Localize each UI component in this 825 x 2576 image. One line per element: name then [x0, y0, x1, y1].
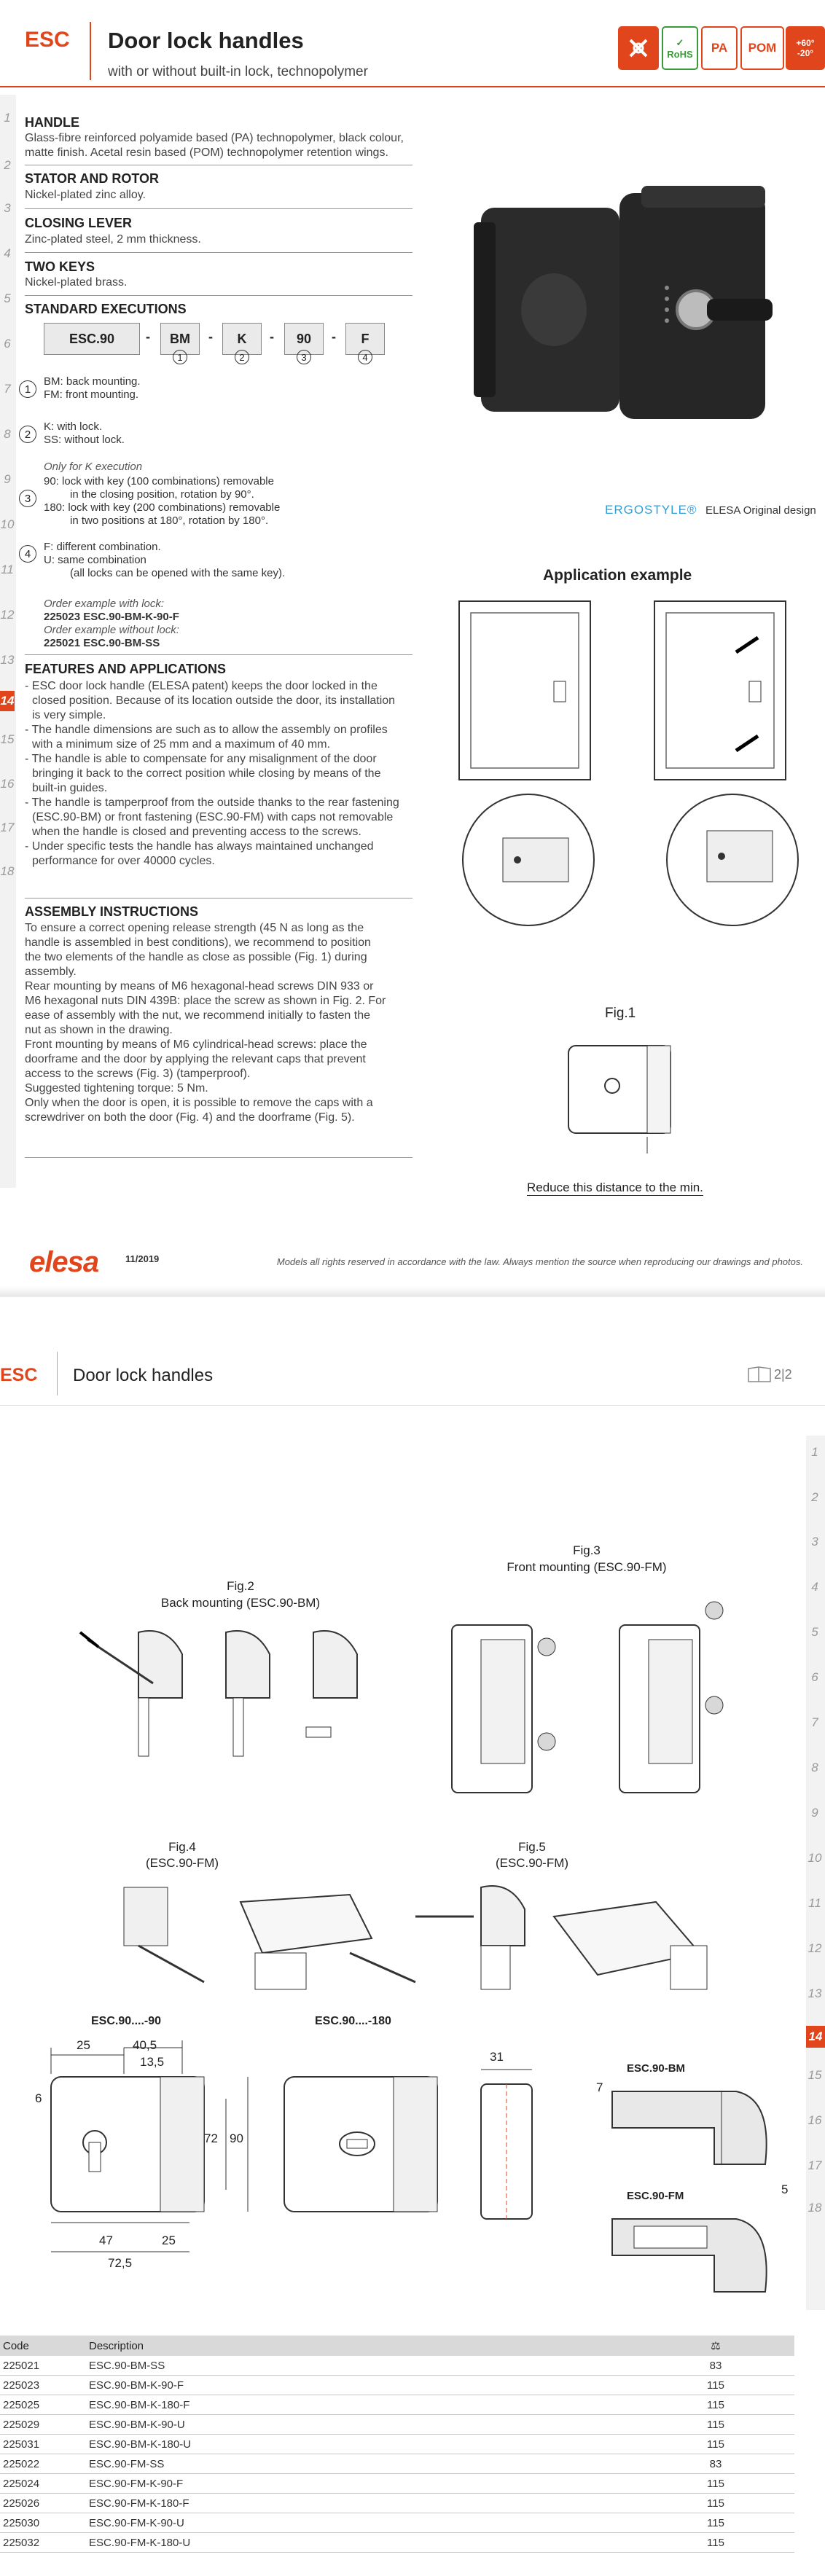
side-tab[interactable]: 3	[811, 1535, 818, 1549]
code-mounting: BM	[160, 323, 200, 355]
col-description: Description	[89, 2339, 144, 2352]
lever-heading: CLOSING LEVER	[25, 216, 133, 230]
pa-badge: PA	[701, 26, 738, 70]
elesa-logo: elesa	[29, 1246, 99, 1278]
cell-code: 225030	[3, 2516, 40, 2529]
table-row[interactable]	[0, 2376, 794, 2395]
dim-25: 25	[77, 2038, 90, 2052]
header-separator	[90, 22, 91, 80]
side-tab[interactable]: 16	[808, 2113, 822, 2127]
side-tab[interactable]: 11	[808, 1896, 821, 1910]
cell-code: 225026	[3, 2497, 40, 2510]
side-tab[interactable]: 2	[811, 1490, 818, 1504]
only-k-note: Only for K execution	[44, 461, 143, 473]
cell-description: ESC.90-BM-SS	[89, 2359, 165, 2372]
side-tab[interactable]: 11	[1, 563, 14, 576]
col-code: Code	[3, 2339, 29, 2352]
cell-description: ESC.90-BM-K-180-F	[89, 2398, 190, 2411]
divider	[25, 208, 412, 209]
side-tab-active[interactable]: 14	[0, 691, 15, 711]
side-tab[interactable]: 2	[4, 158, 11, 172]
dim-31: 31	[490, 2050, 504, 2064]
assembly-heading: ASSEMBLY INSTRUCTIONS	[25, 904, 199, 919]
fm-label: ESC.90-FM	[627, 2190, 684, 2202]
side-tab[interactable]: 9	[4, 472, 11, 486]
executions-heading: STANDARD EXECUTIONS	[25, 302, 187, 316]
fig4-caption: Fig.4	[168, 1840, 196, 1854]
assembly-line: ease of assembly with the nut, we recommend initially to fasten the	[25, 1009, 371, 1022]
side-tab[interactable]: 10	[808, 1851, 822, 1865]
assembly-line: handle is assembled in best conditions), we recommend to position	[25, 936, 371, 949]
fig3-subtitle: Front mounting (ESC.90-FM)	[507, 1560, 667, 1574]
cell-description: ESC.90-FM-K-180-U	[89, 2536, 191, 2549]
option-marker: 2	[235, 350, 249, 364]
assembly-line: To ensure a correct opening release strength (45 N as long as the	[25, 922, 364, 934]
cell-weight: 115	[707, 2379, 724, 2392]
check-icon: ✓	[676, 36, 684, 48]
side-tab[interactable]: 12	[808, 1941, 822, 1955]
temp-min: -20°	[797, 48, 814, 58]
fm-profile-drawing	[605, 2204, 780, 2299]
fig2-drawing	[58, 1618, 379, 1771]
cell-weight: 115	[707, 2418, 724, 2431]
features-line: closed position. Because of its location outside the door, its installation	[32, 694, 396, 707]
fig5-caption: Fig.5	[518, 1840, 546, 1854]
table-row[interactable]	[0, 2533, 794, 2553]
divider	[25, 654, 412, 655]
divider	[25, 295, 412, 296]
table-row[interactable]	[0, 2513, 794, 2533]
temp-max: +60°	[796, 38, 815, 48]
drawing-180	[277, 2070, 452, 2215]
cell-description: ESC.90-BM-K-90-F	[89, 2379, 184, 2392]
features-line: built-in guides.	[32, 782, 108, 794]
option-u-desc: (all locks can be opened with the same key).	[70, 567, 286, 579]
cell-weight: 115	[707, 2438, 724, 2451]
fig3-drawing	[437, 1581, 765, 1800]
no-tool-icon	[618, 26, 659, 70]
divider	[25, 252, 412, 253]
footer-copyright: Models all rights reserved in accordance with the law. Always mention the source when reproducing our drawings and photos.	[276, 1256, 803, 1267]
order-without-label: Order example without lock:	[44, 624, 179, 636]
dim-72: 72	[204, 2131, 218, 2145]
reduce-note: Reduce this distance to the min.	[527, 1181, 703, 1194]
product-table	[0, 2336, 794, 2553]
side-tab[interactable]: 3	[4, 201, 11, 215]
cell-description: ESC.90-FM-K-180-F	[89, 2497, 189, 2510]
option-f: F: different combination.	[44, 541, 161, 553]
cell-code: 225031	[3, 2438, 40, 2451]
header-rule	[0, 1405, 825, 1406]
table-header	[0, 2336, 794, 2356]
stator-text: Nickel-plated zinc alloy.	[25, 189, 146, 201]
side-tab[interactable]: 1	[4, 111, 11, 125]
option-90-desc: in the closing position, rotation by 90°.	[70, 488, 254, 501]
rohs-badge	[662, 26, 698, 70]
original-design: ELESA Original design	[705, 504, 816, 517]
option-ss: SS: without lock.	[44, 434, 125, 446]
side-tab[interactable]: 13	[0, 653, 15, 667]
temperature-badge	[786, 26, 825, 70]
keys-heading: TWO KEYS	[25, 259, 95, 274]
handle-text-1: Glass-fibre reinforced polyamide based (PA) technopolymer, black colour,	[25, 132, 404, 144]
cell-weight: 115	[707, 2398, 724, 2411]
application-drawing	[445, 594, 824, 958]
pom-badge: POM	[740, 26, 784, 70]
cell-code: 225029	[3, 2418, 40, 2431]
table-row[interactable]	[0, 2494, 794, 2513]
side-tab[interactable]: 8	[811, 1761, 818, 1774]
side-tab[interactable]: 7	[4, 382, 11, 396]
assembly-line: Front mounting by means of M6 cylindrical-head screws: place the	[25, 1038, 367, 1051]
cell-weight: 115	[707, 2516, 724, 2529]
fig2-caption: Fig.2	[227, 1579, 254, 1593]
cell-weight: 115	[707, 2536, 724, 2549]
dim-6: 6	[35, 2091, 42, 2105]
side-view-drawing	[466, 2055, 547, 2223]
fig5-subtitle: (ESC.90-FM)	[495, 1856, 569, 1870]
drawing-90-title: ESC.90....-90	[91, 2015, 162, 2027]
bm-label: ESC.90-BM	[627, 2062, 686, 2075]
code-dash: -	[270, 329, 274, 344]
features-line: performance for over 40000 cycles.	[32, 855, 215, 867]
fig3-caption: Fig.3	[573, 1543, 601, 1557]
cell-weight: 83	[709, 2359, 722, 2372]
weight-icon: ⚖	[711, 2340, 721, 2352]
side-tab[interactable]: 18	[808, 2201, 822, 2215]
divider	[25, 898, 412, 899]
assembly-line: the two elements of the handle as close as possible (Fig. 1) during	[25, 951, 367, 963]
order-with-label: Order example with lock:	[44, 598, 165, 610]
side-tab[interactable]: 5	[4, 291, 11, 305]
stator-heading: STATOR AND ROTOR	[25, 171, 159, 186]
cell-description: ESC.90-FM-SS	[89, 2457, 165, 2470]
option-bm: BM: back mounting.	[44, 375, 141, 388]
cell-code: 225021	[3, 2359, 40, 2372]
side-tab[interactable]: 10	[0, 517, 15, 531]
side-tab[interactable]: 6	[811, 1670, 818, 1684]
side-tab[interactable]: 6	[4, 337, 11, 351]
option-marker: 3	[297, 350, 311, 364]
page-subtitle: with or without built-in lock, technopolymer	[108, 64, 368, 79]
handle-heading: HANDLE	[25, 115, 79, 130]
option-fm: FM: front mounting.	[44, 388, 139, 401]
assembly-line: nut as shown in the drawing.	[25, 1024, 173, 1036]
side-index	[806, 1436, 825, 2310]
features-line: - The handle is tamperproof from the outside thanks to the rear fastening	[25, 796, 399, 809]
bm-profile-drawing	[605, 2077, 780, 2172]
fig2-subtitle: Back mounting (ESC.90-BM)	[160, 1596, 321, 1610]
page-title: Door lock handles	[73, 1366, 214, 1385]
dim-72-5: 72,5	[108, 2256, 133, 2270]
drawing-180-title: ESC.90....-180	[315, 2015, 391, 2027]
code-base: ESC.90	[44, 323, 140, 355]
cell-weight: 115	[707, 2477, 724, 2490]
order-with: 225023 ESC.90-BM-K-90-F	[44, 611, 179, 623]
fig4-drawing	[109, 1873, 430, 1997]
keys-text: Nickel-plated brass.	[25, 276, 128, 289]
application-title: Application example	[543, 567, 692, 584]
handle-text-2: matte finish. Acetal resin based (POM) technopolymer retention wings.	[25, 146, 388, 159]
features-line: - Under specific tests the handle has always maintained unchanged	[25, 840, 374, 853]
dim-5: 5	[781, 2182, 789, 2196]
side-tab[interactable]: 15	[0, 732, 15, 746]
assembly-line: doorframe and the door by applying the relevant caps that prevent	[25, 1053, 366, 1065]
option-marker: 4	[19, 545, 36, 563]
code-lock: K	[222, 323, 262, 355]
option-u: U: same combination	[44, 554, 146, 566]
cell-weight: 115	[707, 2497, 724, 2510]
dim-40-5: 40,5	[133, 2038, 157, 2052]
cell-code: 225032	[3, 2536, 40, 2549]
option-marker: 3	[19, 490, 36, 507]
cell-code: 225022	[3, 2457, 40, 2470]
option-marker: 2	[19, 426, 36, 443]
features-list	[25, 679, 418, 869]
cell-code: 225024	[3, 2477, 40, 2490]
side-tab[interactable]: 17	[0, 821, 15, 834]
table-row[interactable]	[0, 2454, 794, 2474]
page-two	[0, 1297, 825, 2576]
order-without: 225021 ESC.90-BM-SS	[44, 637, 160, 649]
assembly-line: Suggested tightening torque: 5 Nm.	[25, 1082, 208, 1095]
side-tab[interactable]: 12	[0, 608, 15, 622]
side-tab[interactable]: 9	[811, 1806, 818, 1820]
assembly-line: screwdriver on both the door (Fig. 4) and the doorframe (Fig. 5).	[25, 1111, 355, 1124]
features-line: with a minimum size of 25 mm and a maximum of 40 mm.	[32, 738, 331, 751]
dim-47: 47	[99, 2234, 113, 2247]
cell-description: ESC.90-FM-K-90-U	[89, 2516, 184, 2529]
cell-description: ESC.90-BM-K-180-U	[89, 2438, 192, 2451]
table-row[interactable]	[0, 2435, 794, 2454]
lever-text: Zinc-plated steel, 2 mm thickness.	[25, 233, 201, 246]
product-code: ESC	[25, 28, 70, 52]
divider	[25, 1157, 412, 1158]
side-tab[interactable]: 1	[811, 1445, 818, 1459]
book-icon	[747, 1366, 772, 1387]
features-line: is very simple.	[32, 709, 106, 721]
assembly-line: access to the screws (Fig. 3) (tamperproof).	[25, 1068, 251, 1080]
rohs-label: RoHS	[667, 48, 693, 60]
side-tab[interactable]: 17	[808, 2158, 822, 2172]
code-combination: F	[345, 323, 385, 355]
assembly-line: Only when the door is open, it is possible to remove the caps with a	[25, 1097, 373, 1109]
code-dash: -	[146, 329, 150, 344]
product-code: ESC	[0, 1365, 38, 1385]
assembly-line: assembly.	[25, 966, 77, 978]
side-tab[interactable]: 13	[808, 1986, 822, 2000]
cell-code: 225025	[3, 2398, 40, 2411]
fig1-drawing	[561, 1038, 692, 1155]
features-line: (ESC.90-BM) or front fastening (ESC.90-FM) with caps not removable	[32, 811, 394, 823]
option-marker: 1	[173, 350, 187, 364]
features-heading: FEATURES AND APPLICATIONS	[25, 662, 227, 676]
fig4-subtitle: (ESC.90-FM)	[145, 1856, 219, 1870]
table-row[interactable]	[0, 2356, 794, 2376]
cell-code: 225023	[3, 2379, 40, 2392]
assembly-text	[25, 921, 418, 1125]
assembly-line: M6 hexagonal nuts DIN 439B: place the screw as shown in Fig. 2. For	[25, 995, 386, 1007]
side-tab-active[interactable]: 14	[806, 2026, 825, 2048]
side-tab[interactable]: 18	[0, 864, 15, 878]
header-separator	[57, 1352, 58, 1395]
option-90: 90: lock with key (100 combinations) removable	[44, 475, 274, 488]
option-marker: 4	[358, 350, 372, 364]
option-k: K: with lock.	[44, 420, 103, 433]
side-tab[interactable]: 5	[811, 1625, 818, 1639]
features-line: - The handle dimensions are such as to allow the assembly on profiles	[25, 724, 388, 736]
features-line: bringing it back to the correct position while closing by means of the	[32, 767, 381, 780]
option-marker: 1	[19, 380, 36, 398]
table-row[interactable]	[0, 2395, 794, 2415]
side-tab[interactable]: 8	[4, 427, 11, 441]
cell-description: ESC.90-BM-K-90-U	[89, 2418, 185, 2431]
dim-90: 90	[230, 2131, 243, 2145]
page-title: Door lock handles	[108, 28, 304, 53]
features-line: - ESC door lock handle (ELESA patent) keeps the door locked in the	[25, 680, 378, 692]
table-row[interactable]	[0, 2474, 794, 2494]
dim-13-5: 13,5	[140, 2055, 165, 2069]
cell-description: ESC.90-FM-K-90-F	[89, 2477, 184, 2490]
assembly-line: Rear mounting by means of M6 hexagonal-head screws DIN 933 or	[25, 980, 374, 993]
page-number: 2|2	[774, 1367, 792, 1382]
option-180-desc: in two positions at 180°, rotation by 180°.	[70, 514, 269, 527]
side-tab[interactable]: 4	[4, 246, 11, 260]
side-tab[interactable]: 4	[811, 1580, 818, 1594]
side-tab[interactable]: 16	[0, 777, 15, 791]
dim-7: 7	[596, 2080, 603, 2094]
fig5-drawing	[408, 1873, 722, 1997]
features-line: when the handle is closed and preventing access to the screws.	[32, 826, 361, 838]
side-tab[interactable]: 15	[808, 2068, 822, 2082]
header-rule	[0, 86, 825, 87]
ergostyle-logo: ERGOSTYLE®	[605, 503, 697, 517]
dim-25b: 25	[162, 2234, 176, 2247]
code-rotation: 90	[284, 323, 324, 355]
option-180: 180: lock with key (200 combinations) removable	[44, 501, 281, 514]
cell-weight: 83	[709, 2457, 722, 2470]
fig1-caption: Fig.1	[605, 1006, 636, 1021]
table-row[interactable]	[0, 2415, 794, 2435]
code-dash: -	[332, 329, 336, 344]
code-dash: -	[208, 329, 213, 344]
side-tab[interactable]: 7	[811, 1715, 818, 1729]
features-line: - The handle is able to compensate for any misalignment of the door	[25, 753, 377, 765]
footer-date: 11/2019	[125, 1253, 160, 1264]
product-photo	[452, 164, 816, 470]
